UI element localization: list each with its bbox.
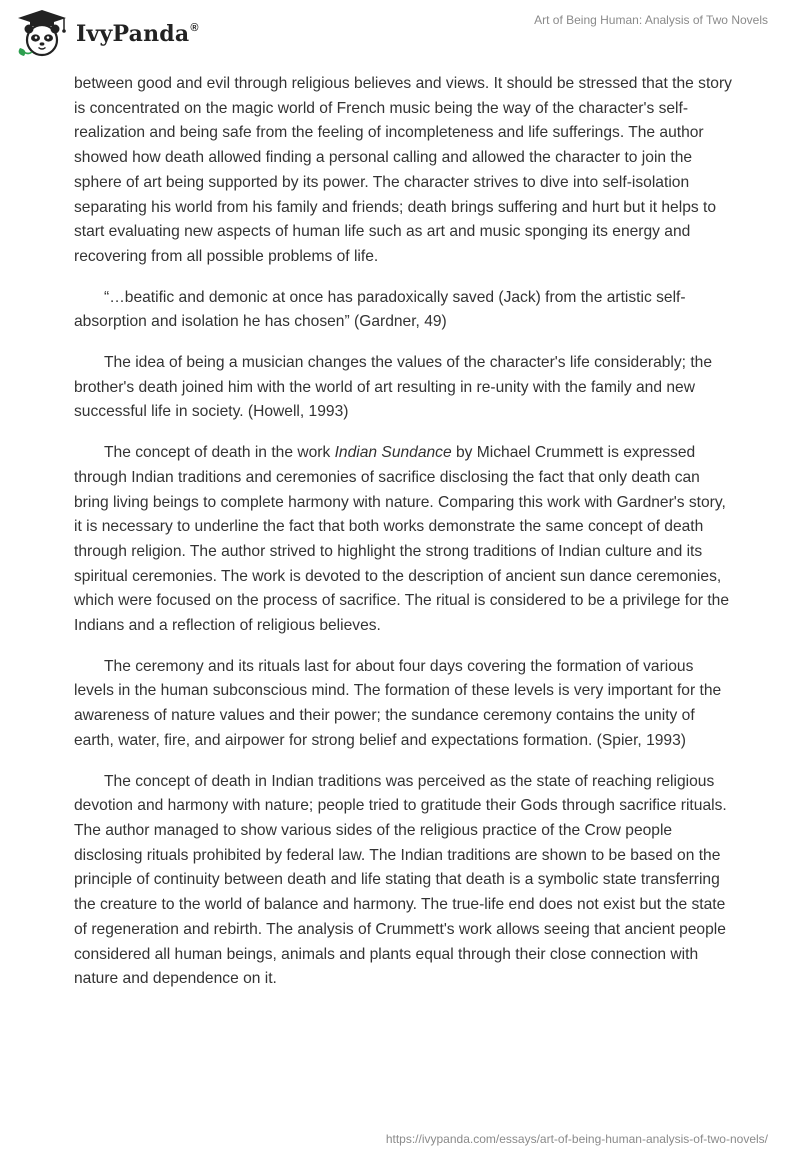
ivypanda-logo[interactable] xyxy=(14,8,199,58)
paragraph-text: by Michael Crummett is expressed through Indian traditions and ceremonies of sacrifice disclosing the fact that only death can bring living beings to complete harmony with nature. Comparing this work with Gardner's story, it is necessary to underline the fact that both works demonstrate the same concept of death through religion. The author strived to highlight the strong traditions of Indian culture and its spiritual ceremonies. The work is devoted to the description of ancient sun dance ceremonies, which were focused on the process of sacrifice. The ritual is considered to be a privilege for the Indians and a reflection of religious believes. xyxy=(74,444,729,635)
essay-body xyxy=(74,72,734,1008)
paragraph: The concept of death in Indian traditions was perceived as the state of reaching religious devotion and harmony with nature; people tried to gratitude their Gods through sacrifice rituals. The author managed to show various sides of the religious practice of the Crow people disclosing rituals prohibited by federal law. The Indian traditions are shown to be based on the principle of continuity between death and life stating that death is a symbolic state transferring the creature to the world of balance and harmony. The true-life end does not exist but the state of regeneration and rebirth. The analysis of Crummett's work allows seeing that ancient people considered all human beings, animals and plants equal through their close connection with nature and dependence on it. xyxy=(74,772,727,988)
panda-graduate-logo-icon xyxy=(14,8,70,58)
source-url[interactable]: https://ivypanda.com/essays/art-of-being-human-analysis-of-two-novels/ xyxy=(385,1132,768,1146)
page-header xyxy=(0,0,800,70)
paragraph: between good and evil through religious believes and views. It should be stressed that the story is concentrated on the magic world of French music being the way of the character's self-realization and being safe from the feeling of incompleteness and life sufferings. The author showed how death allowed finding a personal calling and allowed the character to join the sphere of art being supported by its power. The character strives to dive into self-isolation separating his world from his family and friends; death brings suffering and hurt but it helps to start evaluating new aspects of human life such as art and music sponging its energy and recovering from all possible problems of life. xyxy=(74,75,732,265)
document-title: Art of Being Human: Analysis of Two Novels xyxy=(534,13,768,27)
paragraph xyxy=(74,441,734,639)
paragraph: The ceremony and its rituals last for about four days covering the formation of various levels in the human subconscious mind. The formation of these levels is very important for the awareness of nature values and their power; the sundance ceremony contains the unity of earth, water, fire, and airpower for strong belief and expectations formation. (Spier, 1993) xyxy=(74,657,722,749)
paragraph-text: The concept of death in the work xyxy=(104,444,335,462)
trademark-mark: ® xyxy=(190,21,199,34)
brand-name: IvyPanda® xyxy=(76,21,199,47)
quote-paragraph: “…beatific and demonic at once has paradoxically saved (Jack) from the artistic self-absorption and isolation he has chosen” (Gardner, 49) xyxy=(74,288,686,331)
paragraph: The idea of being a musician changes the values of the character's life considerably; the brother's death joined him with the world of art resulting in re-unity with the family and new successful life in society. (Howell, 1993) xyxy=(74,354,713,421)
book-title: Indian Sundance xyxy=(334,444,452,462)
